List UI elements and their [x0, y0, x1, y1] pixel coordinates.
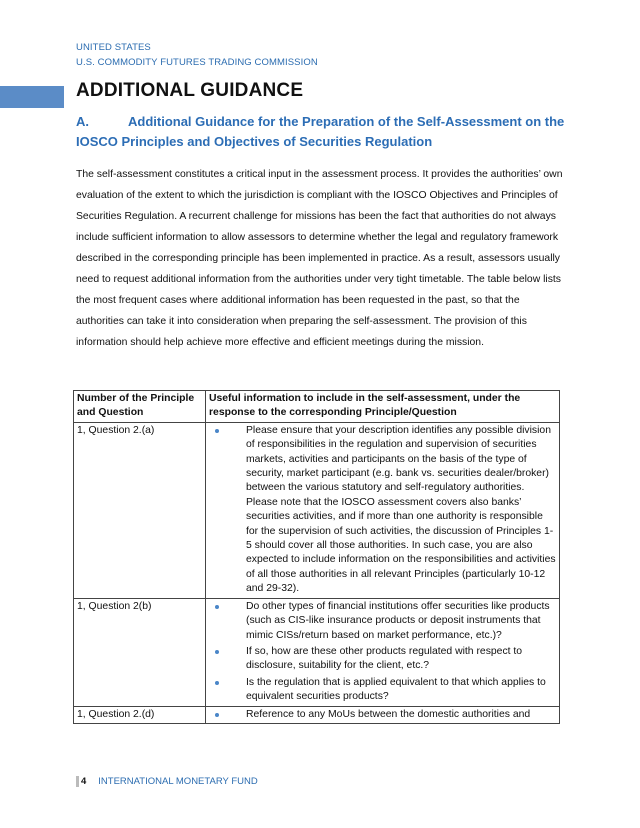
- table-row: [74, 422, 560, 598]
- bullet-icon: [215, 605, 219, 609]
- table-row: [74, 706, 560, 723]
- subsection-heading: [76, 112, 566, 152]
- info-cell: [206, 706, 560, 723]
- bullet-item: Reference to any MoUs between the domestic authorities and: [209, 708, 556, 722]
- subsection-title: Additional Guidance for the Preparation of the Self-Assessment on the IOSCO Principles and Objectives of Securities Regulation: [76, 114, 565, 149]
- bullet-item: Please ensure that your description identifies any possible division of responsibilities in the regulation and supervision of securities markets, activities and participants on the basis of the type of security, market participant (e.g. bank vs. securities dealer/broker) between the various statutory and self-regulatory authorities. Please note that the IOSCO assessment covers also banks’ securities activities, and if more than one authority is responsible for the supervision of such activities, the discussion of Principles 1-5 should cover all those authorities. In such case, you are also expected to include information on the responsibilities and activities of all those authorities in all relevant Principles (particularly 10-12 and 29-32).: [209, 424, 556, 597]
- column-header-principle: Number of the Principle and Question: [74, 391, 206, 423]
- header-agency: U.S. COMMODITY FUTURES TRADING COMMISSION: [76, 57, 318, 68]
- page-number: 4: [76, 776, 86, 787]
- section-marker-bar: [0, 86, 64, 108]
- footer-org: INTERNATIONAL MONETARY FUND: [98, 776, 258, 787]
- page-footer: [76, 776, 258, 787]
- table-header-row: [74, 391, 560, 423]
- column-header-information: Useful information to include in the self-assessment, under the response to the corresponding Principle/Question: [206, 391, 560, 423]
- info-cell: [206, 598, 560, 706]
- question-cell: 1, Question 2(b): [74, 598, 206, 706]
- bullet-icon: [215, 429, 219, 433]
- guidance-table: [73, 390, 560, 724]
- running-header: [76, 40, 318, 70]
- section-title: ADDITIONAL GUIDANCE: [76, 80, 304, 101]
- bullet-item: Is the regulation that is applied equivalent to that which applies to equivalent securities products?: [209, 676, 556, 705]
- question-cell: 1, Question 2.(a): [74, 422, 206, 598]
- bullet-icon: [215, 650, 219, 654]
- info-cell: [206, 422, 560, 598]
- subsection-letter: A.: [76, 114, 89, 129]
- question-cell: 1, Question 2.(d): [74, 706, 206, 723]
- bullet-item: If so, how are these other products regulated with respect to disclosure, suitability for the client, etc.?: [209, 645, 556, 674]
- bullet-icon: [215, 681, 219, 685]
- table-row: [74, 598, 560, 706]
- bullet-icon: [215, 713, 219, 717]
- intro-paragraph: The self-assessment constitutes a critical input in the assessment process. It provides the authorities’ own evaluation of the extent to which the jurisdiction is compliant with the IOSCO Objectives and Principles of Securities Regulation. A recurrent challenge for missions has been the fact that authorities do not always include sufficient information to allow assessors to determine whether the legal and regulatory framework described in the corresponding principle has been implemented in practice. As a result, assessors usually need to request additional information from the authorities under very tight timetable. The table below lists the most frequent cases where additional information has been requested in the past, so that the authorities can take it into consideration when preparing the self-assessment. The provision of this information should help achieve more effective and efficient meetings during the mission.: [76, 169, 563, 348]
- bullet-item: Do other types of financial institutions offer securities like products (such as CIS-like insurance products or deposit instruments that mimic CISs/return based on market performance, etc.)?: [209, 600, 556, 643]
- header-country: UNITED STATES: [76, 42, 151, 53]
